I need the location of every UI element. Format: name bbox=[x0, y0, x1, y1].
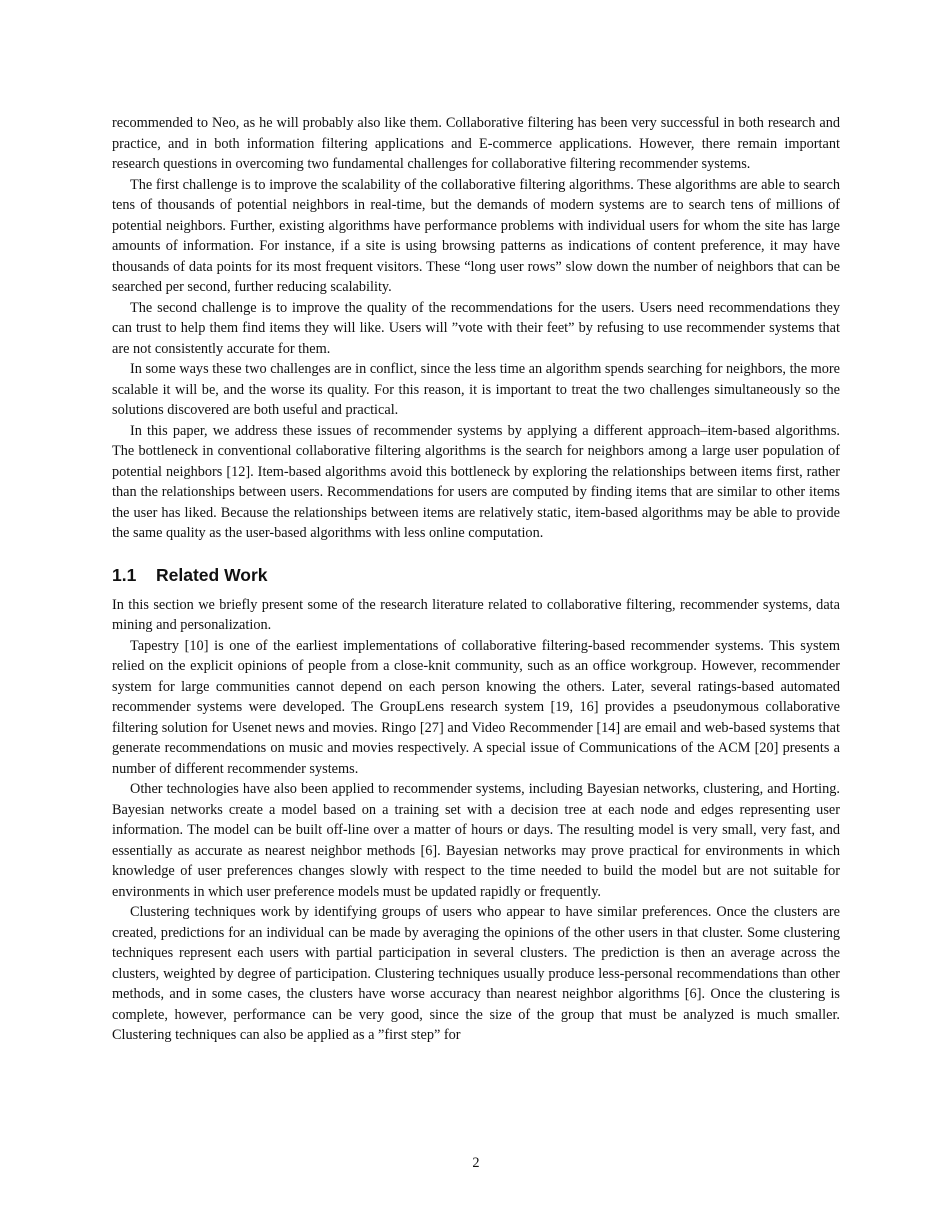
paragraph-quality-challenge: The second challenge is to improve the quality of the recommendations for the users. Users need recommendations they can trust to help them find items they will like. Users will ”vote with their feet” by refusing to use recommender systems that are not consistently accurate for them. bbox=[112, 299, 840, 357]
paragraph-related-work-intro: In this section we briefly present some of the research literature related to collaborative filtering, recommender systems, data mining and personalization. bbox=[112, 596, 840, 633]
paragraph-clustering: Clustering techniques work by identifying groups of users who appear to have similar preferences. Once the clusters are created, predictions for an individual can be made by averaging the opinions of the other users in that cluster. Some clustering techniques represent each users with partial participation in several clusters. The prediction is then an average across the clusters, weighted by degree of participation. Clustering techniques usually produce less-personal recommendations than other methods, and in some cases, the clusters have worse accuracy than nearest neighbor algorithms [6]. Once the clustering is complete, however, performance can be very good, since the size of the group that must be analyzed is much smaller. Clustering techniques can also be applied as a ”first step” for bbox=[112, 904, 840, 1043]
section-title: Related Work bbox=[156, 564, 268, 585]
page-content bbox=[112, 113, 840, 1046]
paragraph-challenges-conflict: In some ways these two challenges are in conflict, since the less time an algorithm spends searching for neighbors, the more scalable it will be, and the worse its quality. For this reason, it is important to treat the two challenges simultaneously so the solutions discovered are both useful and practical. bbox=[112, 361, 840, 418]
paragraph-item-based-approach: In this paper, we address these issues of recommender systems by applying a different approach–item-based algorithms. The bottleneck in conventional collaborative filtering algorithms is the search for neighbors among a large user population of potential neighbors [12]. Item-based algorithms avoid this bottleneck by exploring the relationships between items first, rather than the relationships between users. Recommendations for users are computed by finding items that are similar to other items the user has liked. Because the relationships between items are relatively static, item-based algorithms may be able to provide the same quality as the user-based algorithms with less online computation. bbox=[112, 422, 840, 541]
paragraph-scalability-challenge: The first challenge is to improve the scalability of the collaborative filtering algorithms. These algorithms are able to search tens of thousands of potential neighbors in real-time, but the demands of modern systems are to search tens of millions of potential neighbors. Further, existing algorithms have performance problems with individual users for whom the site has large amounts of information. For instance, if a site is using browsing patterns as indications of content preference, it may have thousands of data points for its most frequent visitors. These “long user rows” slow down the number of neighbors that can be searched per second, further reducing scalability. bbox=[112, 176, 840, 295]
section-number: 1.1 bbox=[112, 564, 137, 585]
paragraph-bayesian-networks: Other technologies have also been applied to recommender systems, including Bayesian networks, clustering, and Horting. Bayesian networks create a model based on a training set with a decision tree at each node and edges representing user information. The model can be built off-line over a matter of hours or days. The resulting model is very small, very fast, and essentially as accurate as nearest neighbor methods [6]. Bayesian networks may prove practical for environments in which knowledge of user preferences changes slowly with respect to the time needed to build the model but are not suitable for environments in which user preference models must be updated rapidly or frequently. bbox=[112, 781, 840, 900]
page-number: 2 bbox=[472, 1155, 480, 1171]
paragraph-tapestry: Tapestry [10] is one of the earliest implementations of collaborative filtering-based recommender systems. This system relied on the explicit opinions of people from a close-knit community, such as an office workgroup. However, recommender system for large communities cannot depend on each person knowing the others. Later, several ratings-based automated recommender systems were developed. The GroupLens research system [19, 16] provides a pseudonymous collaborative filtering solution for Usenet news and movies. Ringo [27] and Video Recommender [14] are email and web-based systems that generate recommendations on music and movies respectively. A special issue of Communications of the ACM [20] presents a number of different recommender systems. bbox=[112, 637, 840, 777]
paragraph-continuation: recommended to Neo, as he will probably also like them. Collaborative filtering has been very successful in both research and practice, and in both information filtering applications and E-commerce applications. However, there remain important research questions in overcoming two fundamental challenges for collaborative filtering recommender systems. bbox=[112, 115, 840, 172]
section-heading bbox=[112, 564, 840, 586]
